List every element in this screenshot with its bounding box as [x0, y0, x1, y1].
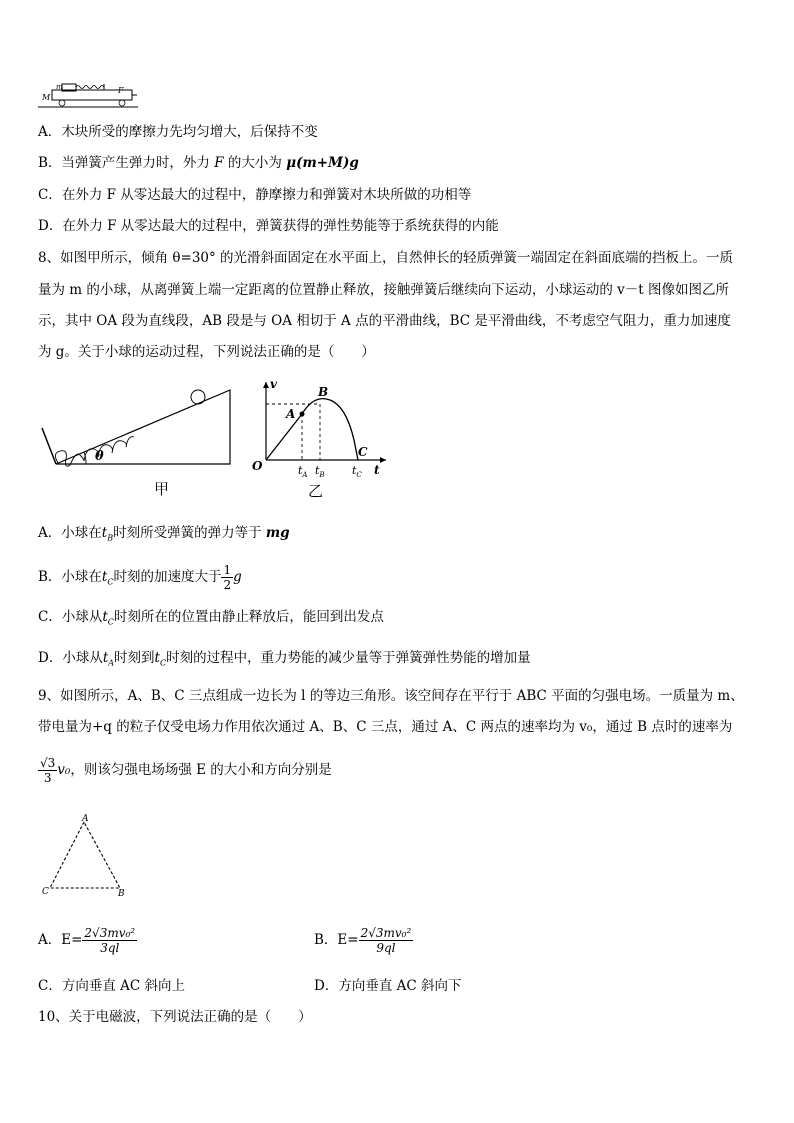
q8-stem-line3: 示，其中 OA 段为直线段，AB 段是与 OA 相切于 A 点的平滑曲线，BC 是平滑曲线，不考虑空气阻力，重力加速度: [38, 313, 731, 329]
q9-stem-line1: 9、如图所示，A、B、C 三点组成一边长为 l 的等边三角形。该空间存在平行于 ABC 平面的匀强电场。一质量为 m、: [38, 688, 744, 704]
tri-label-C: C: [42, 887, 49, 897]
vt-B-label: B: [318, 385, 329, 399]
q9-option-b: [314, 918, 413, 962]
vt-O-label: O: [252, 459, 263, 473]
vt-tC-label: $t_C$: [352, 464, 362, 479]
q10-stem: 10、关于电磁波，下列说法正确的是（ ）: [38, 1009, 312, 1025]
q8-stem-line1: 8、如图甲所示，倾角 θ=30° 的光滑斜面固定在水平面上，自然伸长的轻质弹簧一端固定在斜面底端的挡板上。一质: [38, 250, 734, 266]
caption-yi: 乙: [308, 482, 324, 500]
q9-stem-line3: [38, 750, 332, 790]
q9-option-d: D．方向垂直 AC 斜向下: [314, 978, 462, 994]
triangle-figure: [38, 812, 138, 898]
q8-d-sub1: A: [108, 658, 115, 668]
q9-speed-fraction: [38, 756, 57, 785]
caption-jia: 甲: [154, 480, 170, 498]
tri-label-B: B: [118, 889, 125, 898]
vt-tB-label: $t_B$: [315, 464, 325, 479]
label-m: m: [56, 83, 63, 91]
q8-stem-line4: 为 g。关于小球的运动过程，下列说法正确的是（ ）: [38, 344, 375, 360]
q7-option-d: D．在外力 F 从零达最大的过程中，弹簧获得的弹性势能等于系统获得的内能: [38, 218, 499, 234]
block-spring-figure: [38, 80, 138, 110]
q9-b-label: B．E=: [314, 932, 359, 948]
q7-option-a: A．木块所受的摩擦力先均匀增大，后保持不变: [38, 124, 318, 140]
q9-a-num: 2√3mv₀²: [84, 926, 136, 940]
q7-b-pre: B．当弹簧产生弹力时，外力: [38, 155, 210, 171]
q7-b-mid: 的大小为: [227, 155, 282, 171]
q8-b-t: t: [101, 569, 108, 585]
q9-frac-num: √3: [40, 756, 56, 770]
q8-stem-line2: 量为 m 的小球，从离弹簧上端一定距离的位置静止释放，接触弹簧后继续向下运动，小球运动的 v－t 图像如图乙所: [38, 282, 730, 298]
q9-frac-den: 3: [43, 771, 52, 785]
q9-v0: v₀: [57, 762, 71, 778]
q8-d-t1: t: [102, 650, 109, 666]
q9-b-num: 2√3mv₀²: [360, 926, 412, 940]
q8-option-d: [38, 648, 531, 674]
q9-a-den: 3ql: [100, 941, 120, 955]
q7-option-c: C．在外力 F 从零达最大的过程中，静摩擦力和弹簧对木块所做的功相等: [38, 187, 472, 203]
vt-t-label: t: [374, 463, 380, 477]
label-F: F: [118, 86, 124, 95]
q7-b-expr: μ(m+M)g: [286, 155, 359, 171]
q8-a-t: t: [101, 525, 108, 541]
q9-line3-post: ，则该匀强电场场强 E 的大小和方向分别是: [70, 762, 332, 778]
q7-b-F: F: [214, 155, 224, 171]
q9-a-fraction: [82, 926, 137, 955]
q8-b-pre: B．小球在: [38, 569, 102, 585]
q8-b-sub: C: [107, 577, 114, 587]
q8-option-c: [38, 607, 384, 633]
q8-b-g: g: [233, 569, 242, 585]
vt-tA-label: $t_A$: [298, 464, 308, 479]
vt-C-label: C: [358, 445, 368, 459]
q8-d-pre: D．小球从: [38, 650, 103, 666]
q8-b-num: 1: [223, 563, 232, 577]
vt-v-label: v: [270, 378, 277, 391]
q8-b-post: 时刻的加速度大于: [113, 569, 222, 585]
vt-A-label: A: [286, 407, 296, 421]
q9-b-fraction: [359, 926, 414, 955]
q8-d-mid: 时刻到: [114, 650, 155, 666]
q8-c-pre: C．小球从: [38, 609, 103, 625]
q8-a-mg: mg: [265, 525, 290, 541]
q8-c-t: t: [102, 609, 108, 625]
q8-option-b: [38, 560, 242, 594]
q9-option-a: [38, 918, 137, 962]
q9-option-c: C．方向垂直 AC 斜向上: [38, 978, 185, 994]
q9-stem-line2: 带电量为+q 的粒子仅受电场力作用依次通过 A、B、C 三点，通过 A、C 两点的速率均为 v₀，通过 B 点时的速率为: [38, 719, 733, 735]
q8-d-t2: t: [154, 650, 160, 666]
q8-option-a: [38, 523, 290, 549]
incline-figure: [38, 380, 238, 500]
q9-b-den: 9ql: [376, 941, 396, 955]
q8-c-post: 时刻所在的位置由静止释放后，能回到出发点: [113, 609, 384, 625]
q8-b-fraction: [221, 563, 233, 592]
q9-a-label: A．E=: [38, 932, 83, 948]
q8-b-den: 2: [223, 578, 232, 592]
vt-graph: [250, 378, 390, 502]
q8-a-post: 时刻所受弹簧的弹力等于: [113, 525, 262, 541]
q8-c-sub: C: [107, 617, 114, 627]
q8-a-sub: B: [107, 533, 114, 543]
theta-label: θ: [95, 449, 104, 464]
q8-a-pre: A．小球在: [38, 525, 102, 541]
tri-label-A: A: [82, 814, 89, 824]
q8-d-post: 时刻的过程中，重力势能的减少量等于弹簧弹性势能的增加量: [166, 650, 531, 666]
q8-d-sub2: C: [159, 658, 167, 668]
label-M: M: [42, 93, 51, 102]
q7-option-b: [38, 153, 359, 173]
